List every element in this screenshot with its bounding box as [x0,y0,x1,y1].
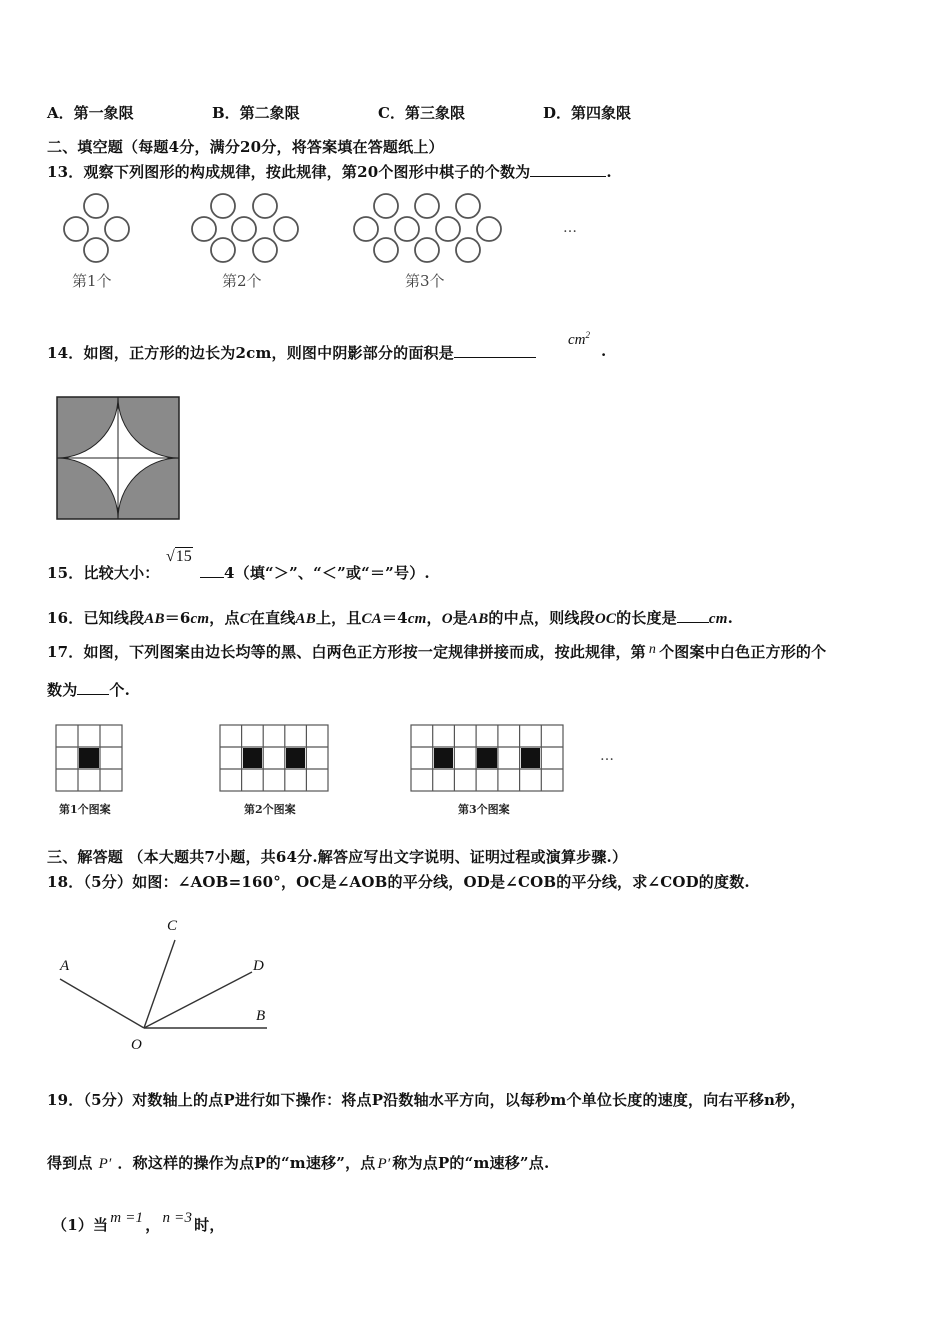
question-13 [47,161,612,182]
answer-blank-15 [200,563,224,578]
chess-piece [415,238,439,262]
answer-blank-17 [77,680,109,695]
q16-part: ，点 [209,609,240,627]
q16-var: CA [361,611,382,627]
ellipsis: … [600,748,615,764]
q19-sub-suffix: 时， [194,1216,225,1234]
variable-n: n [648,642,657,657]
question-15-suffix: 4（填“＞”、“＜”或“＝”号）. [224,564,430,582]
chess-piece [84,194,108,218]
point-p-prime: P′ [377,1156,391,1172]
unit-cm: cm [568,332,586,348]
pattern-caption-1: 第1个图案 [59,803,111,816]
q16-var: OC [594,611,617,627]
option-c: C．第三象限 [378,104,465,122]
chess-piece [456,194,480,218]
question-16 [47,607,733,628]
question-15 [47,562,159,583]
section-2-heading: 二、填空题（每题4分，满分20分，将答案填在答题纸上） [47,138,444,156]
q16-part: 上，且 [315,609,362,627]
chess-piece [211,238,235,262]
black-tile [243,748,262,768]
option-b: B．第二象限 [212,104,300,122]
q16-var: AB [468,611,489,627]
pattern-2 [220,725,328,791]
radicand: 15 [175,548,192,565]
question-15-rest [200,562,430,583]
black-tile [521,748,540,768]
q19-part: 得到点 [47,1154,93,1172]
chess-piece [253,238,277,262]
chess-piece [84,238,108,262]
answer-blank-14 [454,343,536,358]
section-3-heading: 三、解答题 （本大题共7小题，共64分.解答应写出文字说明、证明过程或演算步骤.） [47,848,628,866]
chess-piece [354,217,378,241]
q16-part: 的中点，则线段 [488,609,595,627]
q17-part: 个. [109,681,131,699]
q19-part: ．称这样的操作为点P的“m速移”，点 [117,1154,376,1172]
tile-patterns-figure [56,725,576,791]
question-14-text: 14．如图，正方形的边长为2cm，则图中阴影部分的面积是 [47,344,454,362]
figure-caption-2: 第2个 [222,272,262,290]
q16-part: 16．已知线段 [47,609,145,627]
chess-piece [211,194,235,218]
q16-unit: cm [190,611,210,627]
pattern-caption-3: 第3个图案 [458,803,510,816]
q16-part: 的长度是 [616,609,677,627]
black-tile [434,748,453,768]
chess-piece [456,238,480,262]
square-shaded-figure [57,397,179,519]
q16-var: O [441,611,453,627]
chess-piece [253,194,277,218]
option-a: A．第一象限 [47,104,134,122]
ellipsis: … [563,220,578,236]
angle-figure [55,915,285,1060]
option-d: D．第四象限 [543,104,632,122]
answer-blank-16 [677,608,709,623]
question-19-sub-1 [52,1210,225,1235]
q16-part: ＝4 [381,609,408,627]
chess-piece [105,217,129,241]
m-equals: m =1 [110,1210,144,1226]
label-o: O [131,1037,142,1053]
black-tile [477,748,497,768]
q19-comma: ， [145,1216,161,1234]
question-18: 18．（5分）如图：∠AOB=160°，OC是∠AOB的平分线，OD是∠COB的平分线，求∠COD的度数. [47,873,750,891]
question-15-prefix: 15．比较大小： [47,564,160,582]
chess-piece [232,217,256,241]
sqrt-symbol: √ [166,548,175,565]
label-c: C [167,918,178,934]
q16-part: ＝6 [164,609,191,627]
q16-unit: cm [708,611,728,627]
q16-part: 是 [452,609,468,627]
label-d: D [253,958,264,974]
pattern-caption-2: 第2个图案 [244,803,296,816]
chess-piece [415,194,439,218]
sqrt-expression [166,548,193,566]
q16-var: AB [144,611,165,627]
q17-part: 数为 [47,681,78,699]
question-19-line-1: 19．（5分）对数轴上的点P进行如下操作：将点P沿数轴水平方向，以每秒m个单位长度的速度，向右平移n秒， [47,1091,806,1109]
black-tile [79,748,99,768]
question-17-line-1 [47,641,826,662]
figure-caption-3: 第3个 [405,272,445,290]
q19-part: 称为点P的“m速移”点. [392,1154,550,1172]
q16-var: C [239,611,250,627]
question-13-end: . [606,163,612,181]
q17-part: 17．如图，下列图案由边长均等的黑、白两色正方形按一定规律拼接而成，按此规律，第 [47,643,646,661]
chess-pieces-figure [55,192,515,268]
question-14 [47,342,536,363]
question-14-end: . [601,342,607,360]
point-p-prime: P′ [98,1156,112,1172]
label-a: A [60,958,70,974]
chess-piece [64,217,88,241]
figure-caption-1: 第1个 [72,272,112,290]
chess-piece [436,217,460,241]
question-19-line-2 [47,1152,549,1173]
q16-unit: cm [407,611,427,627]
label-b: B [256,1008,266,1024]
chess-piece [374,194,398,218]
q16-part: ， [426,609,442,627]
question-13-text: 13．观察下列图形的构成规律，按此规律，第20个图形中棋子的个数为 [47,163,531,181]
chess-piece [477,217,501,241]
area-unit [568,330,590,349]
chess-piece [395,217,419,241]
q16-part: . [727,609,734,627]
question-17-line-2 [47,679,130,700]
q16-part: 在直线 [249,609,296,627]
q17-part: 个图案中白色正方形的个 [659,643,827,661]
chess-piece [192,217,216,241]
answer-blank-13 [530,162,606,177]
unit-exponent: 2 [585,330,590,340]
ray-oa [60,979,144,1028]
black-tile [286,748,305,768]
q16-var: AB [295,611,316,627]
chess-piece [374,238,398,262]
chess-piece [274,217,298,241]
q19-sub-prefix: （1）当 [52,1216,109,1234]
n-equals: n =3 [162,1210,193,1226]
